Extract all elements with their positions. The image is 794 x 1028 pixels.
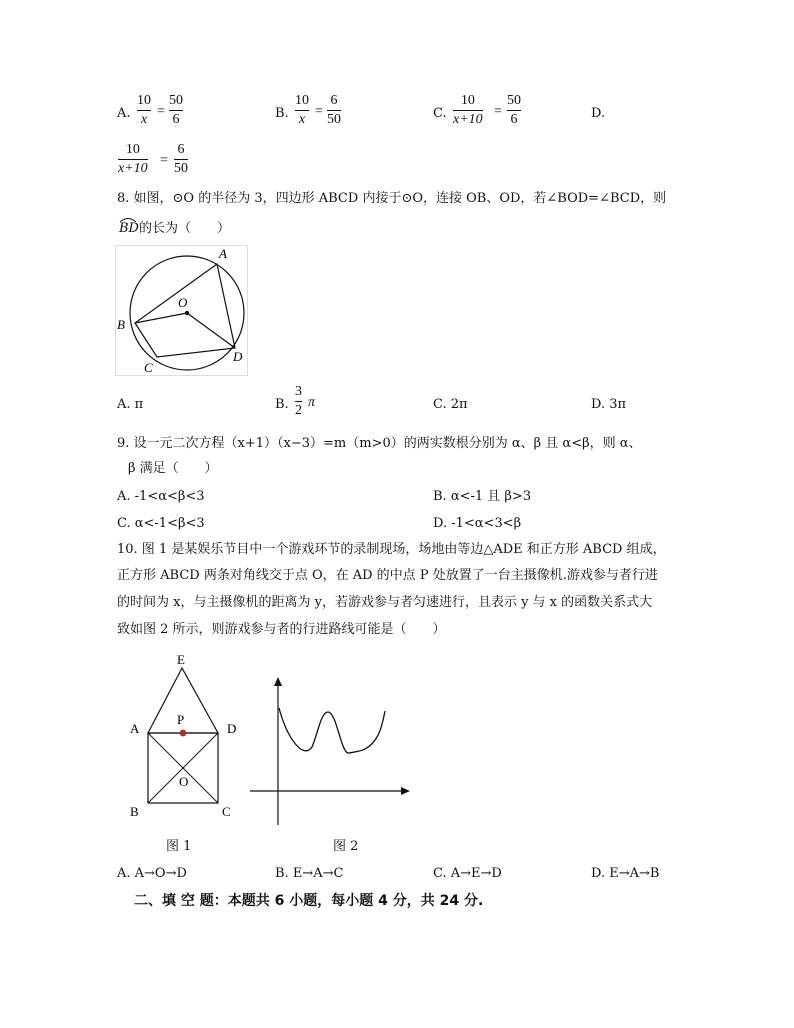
q7-option-d-frac-left [118, 142, 148, 177]
q7-option-c-frac-right [507, 93, 521, 128]
x-axis-arrow-icon [401, 787, 410, 795]
numerator: 10 [137, 93, 151, 108]
label-d: D [227, 721, 237, 736]
q10-option-d: D. E→A→B [591, 866, 660, 881]
q8-option-a: A. π [117, 397, 144, 412]
q7-option-b-label: B. [275, 106, 289, 121]
q8-option-b-label: B. [275, 397, 289, 412]
denominator: 6 [510, 112, 518, 127]
numerator: 10 [125, 142, 140, 157]
label-c: C [144, 360, 153, 375]
numerator: 10 [295, 93, 309, 108]
q10-option-c: C. A→E→D [433, 866, 502, 881]
q9-stem-line2: β 满足（ ） [128, 461, 218, 476]
q8-stem-line2 [119, 220, 230, 238]
q7-option-a-frac-left [137, 93, 151, 128]
q10-stem-line2: 正方形 ABCD 两条对角线交于点 O，在 AD 的中点 P 处放置了一台主摄像机.游戏参与者行进 [117, 568, 658, 583]
curve-y-vs-x [279, 708, 385, 753]
q9-option-a: A. -1<α<β<3 [117, 489, 205, 504]
q10-stem-line3: 的时间为 x，与主摄像机的距离为 y，若游戏参与者匀速进行，且表示 y 与 x 的函数关系式大 [117, 595, 653, 610]
q10-figure-1 [120, 648, 250, 828]
numerator: 6 [177, 142, 185, 157]
q9-option-d: D. -1<α<3<β [433, 516, 522, 531]
camera-point-icon [180, 730, 187, 737]
figure-frame [116, 246, 248, 376]
q8-stem-line1: 8. 如图，⊙O 的半径为 3，四边形 ABCD 内接于⊙O，连接 OB、OD，若∠BOD=∠BCD，则 [117, 191, 667, 206]
q8-stem-rest: 的长为（ ） [138, 221, 230, 236]
q7-option-a-eq: = [157, 104, 165, 119]
q7-option-b-frac-left [295, 93, 309, 128]
label-a: A [219, 246, 227, 261]
label-p: P [177, 712, 185, 727]
q7-option-c-label: C. [433, 106, 447, 121]
q8-arc-bd [119, 220, 139, 238]
q8-option-d: D. 3π [591, 397, 627, 412]
label-o: O [179, 774, 189, 789]
q10-figure-1-caption: 图 1 [166, 839, 192, 854]
q8-option-b-pi: π [308, 395, 316, 410]
q10-stem-line1: 10. 图 1 是某娱乐节目中一个游戏环节的录制现场，场地由等边△ADE 和正方形 ABCD 组成， [117, 542, 666, 557]
q7-option-b-eq: = [315, 104, 323, 119]
y-axis-arrow-icon [274, 677, 282, 686]
q7-option-d-label: D. [591, 106, 606, 121]
label-b: B [117, 317, 125, 332]
segment-od [187, 313, 235, 348]
numerator: 3 [295, 384, 302, 399]
numerator: 6 [330, 93, 338, 108]
denominator: 6 [172, 112, 180, 127]
numerator: 10 [460, 93, 475, 108]
q7-option-a-frac-right [169, 93, 183, 128]
q7-option-d-frac-right [174, 142, 188, 177]
q9-option-c: C. α<-1<β<3 [117, 516, 205, 531]
q8-option-b-frac [295, 384, 302, 419]
q7-option-c-eq: = [494, 104, 502, 119]
label-b: B [130, 804, 139, 819]
q7-option-d-eq: = [160, 153, 168, 168]
label-e: E [177, 652, 185, 667]
label-o: O [178, 295, 188, 310]
q9-option-b: B. α<-1 且 β>3 [433, 489, 532, 504]
numerator: 50 [169, 93, 183, 108]
denominator: x+10 [453, 112, 483, 127]
label-a: A [130, 721, 140, 736]
denominator: 50 [327, 112, 341, 127]
q8-option-c: C. 2π [433, 397, 468, 412]
label-c: C [222, 804, 231, 819]
section-2-heading: 二、填 空 题：本题共 6 小题，每小题 4 分，共 24 分. [134, 893, 484, 909]
q8-circle-figure [115, 245, 250, 380]
q7-option-a-label: A. [117, 106, 131, 121]
denominator: x [298, 112, 306, 127]
denominator: 50 [174, 161, 188, 176]
q7-option-b-frac-right [327, 93, 341, 128]
q8-arc-text: BD [119, 221, 139, 236]
numerator: 50 [507, 93, 521, 108]
center-point [185, 311, 189, 315]
q10-figure-2 [245, 675, 415, 835]
label-d: D [233, 349, 243, 364]
denominator: 2 [295, 403, 302, 418]
quadrilateral-abcd [135, 264, 235, 357]
arc-mark-icon [119, 217, 137, 223]
q10-figure-2-caption: 图 2 [333, 839, 359, 854]
denominator: x+10 [118, 161, 148, 176]
q10-option-b: B. E→A→C [275, 866, 344, 881]
denominator: x [140, 112, 148, 127]
q9-stem-line1: 9. 设一元二次方程（x+1）（x−3）=m（m>0）的两实数根分别为 α、β 且 α<β，则 α、 [117, 436, 642, 451]
q7-option-c-frac-left [453, 93, 483, 128]
q10-option-a: A. A→O→D [117, 866, 187, 881]
q10-stem-line4: 致如图 2 所示，则游戏参与者的行进路线可能是（ ） [117, 622, 446, 637]
